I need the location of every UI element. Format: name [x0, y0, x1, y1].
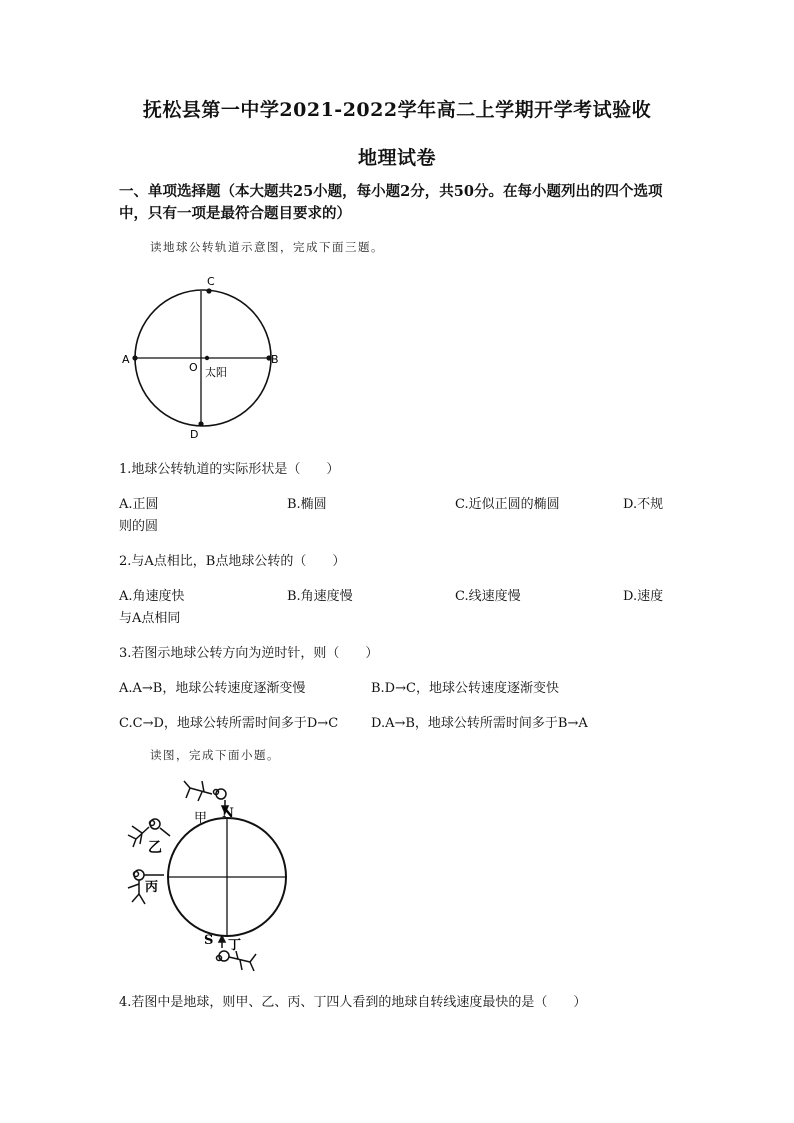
question-3-option-c: C.C→D，地球公转所需时间多于D→C [119, 716, 339, 731]
point-c-dot [206, 288, 211, 293]
section-heading-line2: 中，只有一项是最符合题目要求的） [119, 205, 351, 222]
label-yi: 乙 [148, 840, 162, 856]
label-s: S [204, 933, 214, 948]
question-1-option-c: C.近似正圆的椭圆 [455, 497, 560, 512]
point-a-dot [132, 355, 137, 360]
question-2-stem: 2.与A点相比，B点地球公转的（ ） [119, 554, 346, 569]
sun-dot [205, 356, 209, 360]
question-1-option-a: A.正圆 [119, 497, 159, 512]
question-4-stem: 4.若图中是地球，则甲、乙、丙、丁四人看到的地球自转线速度最快的是（ ） [119, 995, 587, 1010]
question-2-option-d: D.速度 [623, 589, 664, 604]
question-1-option-d: D.不规 [623, 497, 664, 512]
question-3-option-a: A.A→B，地球公转速度逐渐变慢 [119, 681, 306, 696]
label-n: N [222, 806, 234, 821]
question-1-option-d-wrap: 则的圆 [119, 519, 159, 534]
question-2-option-d-wrap: 与A点相同 [119, 611, 181, 626]
question-3-option-d: D.A→B，地球公转所需时间多于B→A [371, 716, 588, 731]
label-o: O [189, 361, 198, 374]
question-1-option-b: B.椭圆 [287, 497, 327, 512]
earth-observers-diagram [118, 776, 288, 974]
intro-text-1: 读地球公转轨道示意图，完成下面三题。 [150, 240, 384, 254]
label-ding: 丁 [228, 938, 242, 953]
question-2-option-a: A.角速度快 [119, 589, 185, 604]
point-d-dot [198, 421, 203, 426]
question-2-option-c: C.线速度慢 [455, 589, 521, 604]
section-heading-line1: 一、单项选择题（本大题共25小题，每小题2分，共50分。在每小题列出的四个选项 [119, 183, 663, 200]
label-a: A [122, 353, 130, 366]
question-3-stem: 3.若图示地球公转方向为逆时针，则（ ） [119, 646, 379, 661]
label-b: B [271, 353, 279, 366]
question-3-option-b: B.D→C，地球公转速度逐渐变快 [371, 681, 559, 696]
intro-text-2: 读图，完成下面小题。 [150, 748, 280, 762]
label-sun: 太阳 [205, 366, 227, 379]
label-bing: 丙 [145, 880, 159, 895]
label-d: D [190, 428, 199, 441]
document-title: 抚松县第一中学2021-2022学年高二上学期开学考试验收 [142, 99, 652, 121]
label-c: C [207, 275, 215, 288]
question-1-stem: 1.地球公转轨道的实际形状是（ ） [119, 462, 340, 477]
orbit-diagram [118, 268, 288, 443]
question-2-option-b: B.角速度慢 [287, 589, 353, 604]
label-jia: 甲 [194, 811, 208, 826]
section-heading [119, 181, 679, 225]
document-subtitle: 地理试卷 [357, 147, 436, 169]
